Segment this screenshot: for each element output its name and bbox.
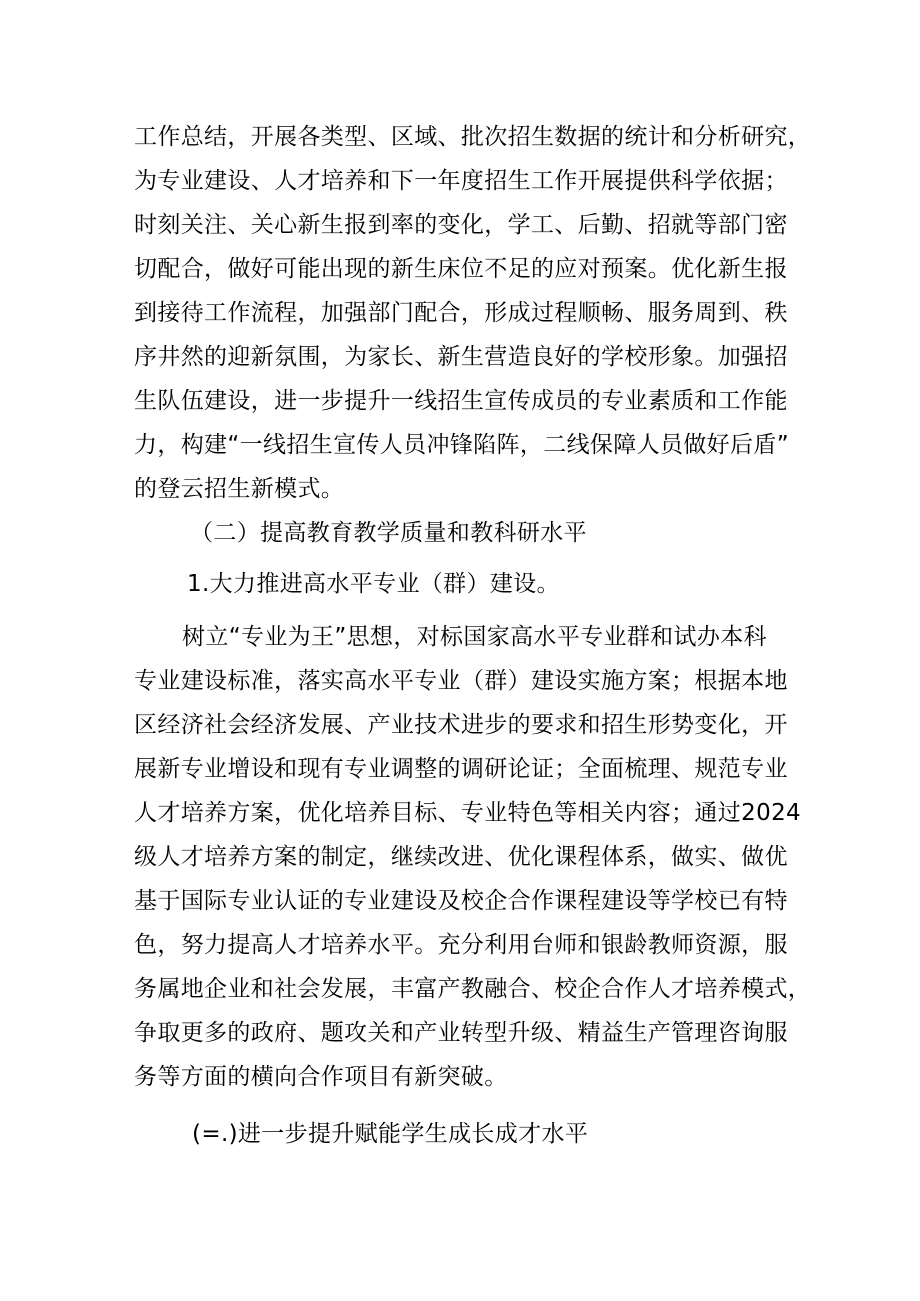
paragraph-line: 色，努力提高人才培养水平。充分利用台师和银龄教师资源，服 <box>134 932 788 958</box>
paragraph-line: 展新专业增设和现有专业调整的调研论证；全面梳理、规范专业 <box>134 756 788 782</box>
paragraph-line: 区经济社会经济发展、产业技术进步的要求和招生形势变化，开 <box>134 712 788 738</box>
subheading: 1.大力推进高水平专业（群）建设。 <box>187 571 560 597</box>
paragraph-line: 务等方面的横向合作项目有新突破。 <box>134 1064 508 1090</box>
paragraph-line: 工作总结，开展各类型、区域、批次招生数据的统计和分析研究， <box>134 124 812 150</box>
paragraph-line: 务属地企业和社会发展，丰富产教融合、校企合作人才培养模式， <box>134 976 812 1002</box>
paragraph-line: 级人才培养方案的制定，继续改进、优化课程体系，做实、做优 <box>134 844 788 870</box>
paragraph-line: 时刻关注、关心新生报到率的变化，学工、后勤、招就等部门密 <box>134 212 788 238</box>
paragraph-line: 为专业建设、人才培养和下一年度招生工作开展提供科学依据； <box>134 168 788 194</box>
paragraph-line: 切配合，做好可能出现的新生床位不足的应对预案。优化新生报 <box>134 256 788 282</box>
paragraph-line: 力，构建“一线招生宣传人员冲锋陷阵，二线保障人员做好后盾” <box>134 432 789 458</box>
paragraph-line: 树立“专业为王”思想，对标国家高水平专业群和试办本科 <box>182 624 767 650</box>
paragraph-line: 基于国际专业认证的专业建设及校企合作课程建设等学校已有特 <box>134 888 788 914</box>
paragraph-line: 专业建设标准，落实高水平专业（群）建设实施方案；根据本地 <box>134 668 788 694</box>
paragraph-line: 到接待工作流程，加强部门配合，形成过程顺畅、服务周到、秩 <box>134 300 788 326</box>
paragraph-line: 序井然的迎新氛围，为家长、新生营造良好的学校形象。加强招 <box>134 344 788 370</box>
paragraph-line: 生队伍建设，进一步提升一线招生宣传成员的专业素质和工作能 <box>134 388 788 414</box>
paragraph-line: 的登云招生新模式。 <box>134 476 345 502</box>
section-heading: (=.)进一步提升赋能学生成长成才水平 <box>192 1121 589 1147</box>
section-heading: （二）提高教育教学质量和教科研水平 <box>190 520 587 546</box>
paragraph-line: 人才培养方案，优化培养目标、专业特色等相关内容；通过2024 <box>134 800 802 826</box>
paragraph-line: 争取更多的政府、题攻关和产业转型升级、精益生产管理咨询服 <box>134 1020 788 1046</box>
